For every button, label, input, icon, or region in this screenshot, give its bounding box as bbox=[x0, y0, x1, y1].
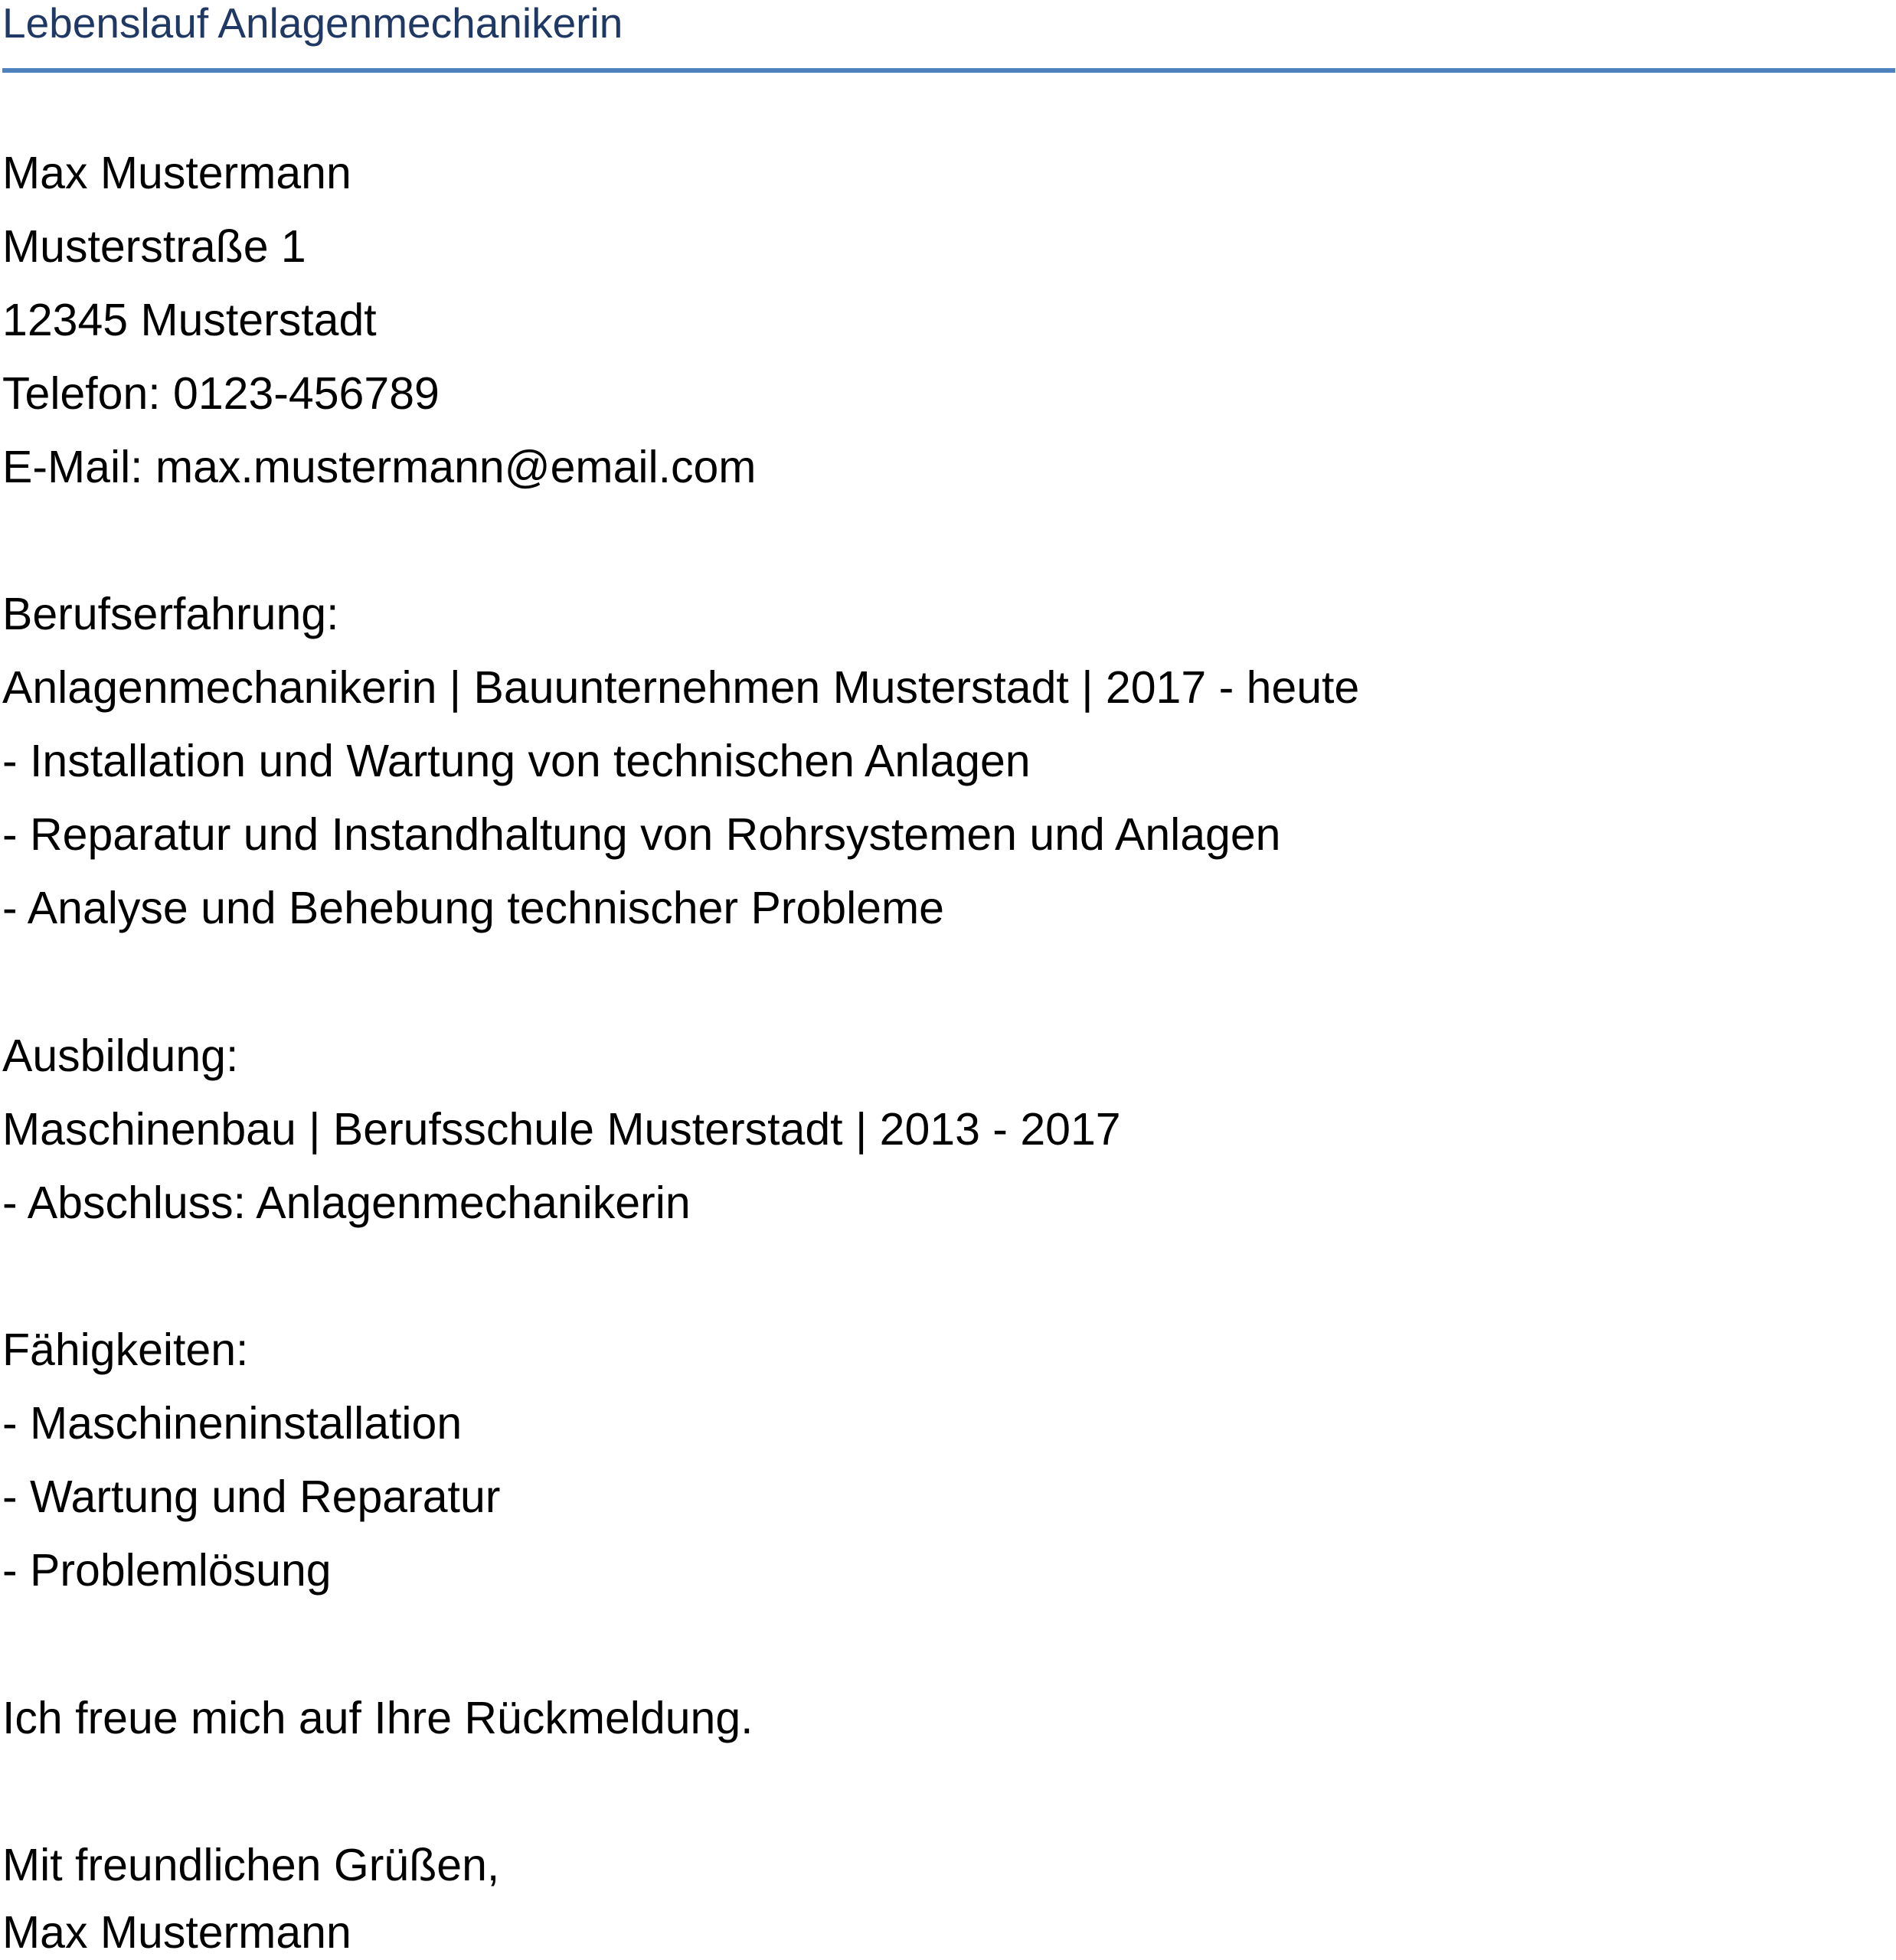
document-title: Lebenslauf Anlagenmechanikerin bbox=[2, 0, 623, 47]
closing-signature: Max Mustermann bbox=[2, 1907, 351, 1958]
experience-duty: - Analyse und Behebung technischer Probleme bbox=[2, 883, 944, 933]
experience-position: Anlagenmechanikerin | Bauunternehmen Musterstadt | 2017 - heute bbox=[2, 662, 1360, 713]
skill-item: - Maschineninstallation bbox=[2, 1398, 463, 1449]
experience-heading: Berufserfahrung: bbox=[2, 589, 339, 639]
closing-text: Ich freue mich auf Ihre Rückmeldung. bbox=[2, 1693, 753, 1743]
contact-phone: Telefon: 0123-456789 bbox=[2, 368, 440, 419]
contact-street: Musterstraße 1 bbox=[2, 221, 306, 272]
contact-city: 12345 Musterstadt bbox=[2, 295, 377, 345]
education-detail: - Abschluss: Anlagenmechanikerin bbox=[2, 1178, 691, 1228]
education-entry: Maschinenbau | Berufsschule Musterstadt | 2013 - 2017 bbox=[2, 1104, 1121, 1155]
contact-email: E-Mail: max.mustermann@email.com bbox=[2, 442, 757, 492]
title-underline bbox=[2, 68, 1895, 73]
skills-heading: Fähigkeiten: bbox=[2, 1325, 249, 1375]
skill-item: - Wartung und Reparatur bbox=[2, 1472, 501, 1522]
experience-duty: - Installation und Wartung von technischen Anlagen bbox=[2, 736, 1031, 786]
contact-name: Max Mustermann bbox=[2, 148, 351, 198]
experience-duty: - Reparatur und Instandhaltung von Rohrsystemen und Anlagen bbox=[2, 809, 1281, 860]
closing-salutation: Mit freundlichen Grüßen, bbox=[2, 1840, 500, 1890]
education-heading: Ausbildung: bbox=[2, 1031, 239, 1081]
skill-item: - Problemlösung bbox=[2, 1545, 332, 1596]
